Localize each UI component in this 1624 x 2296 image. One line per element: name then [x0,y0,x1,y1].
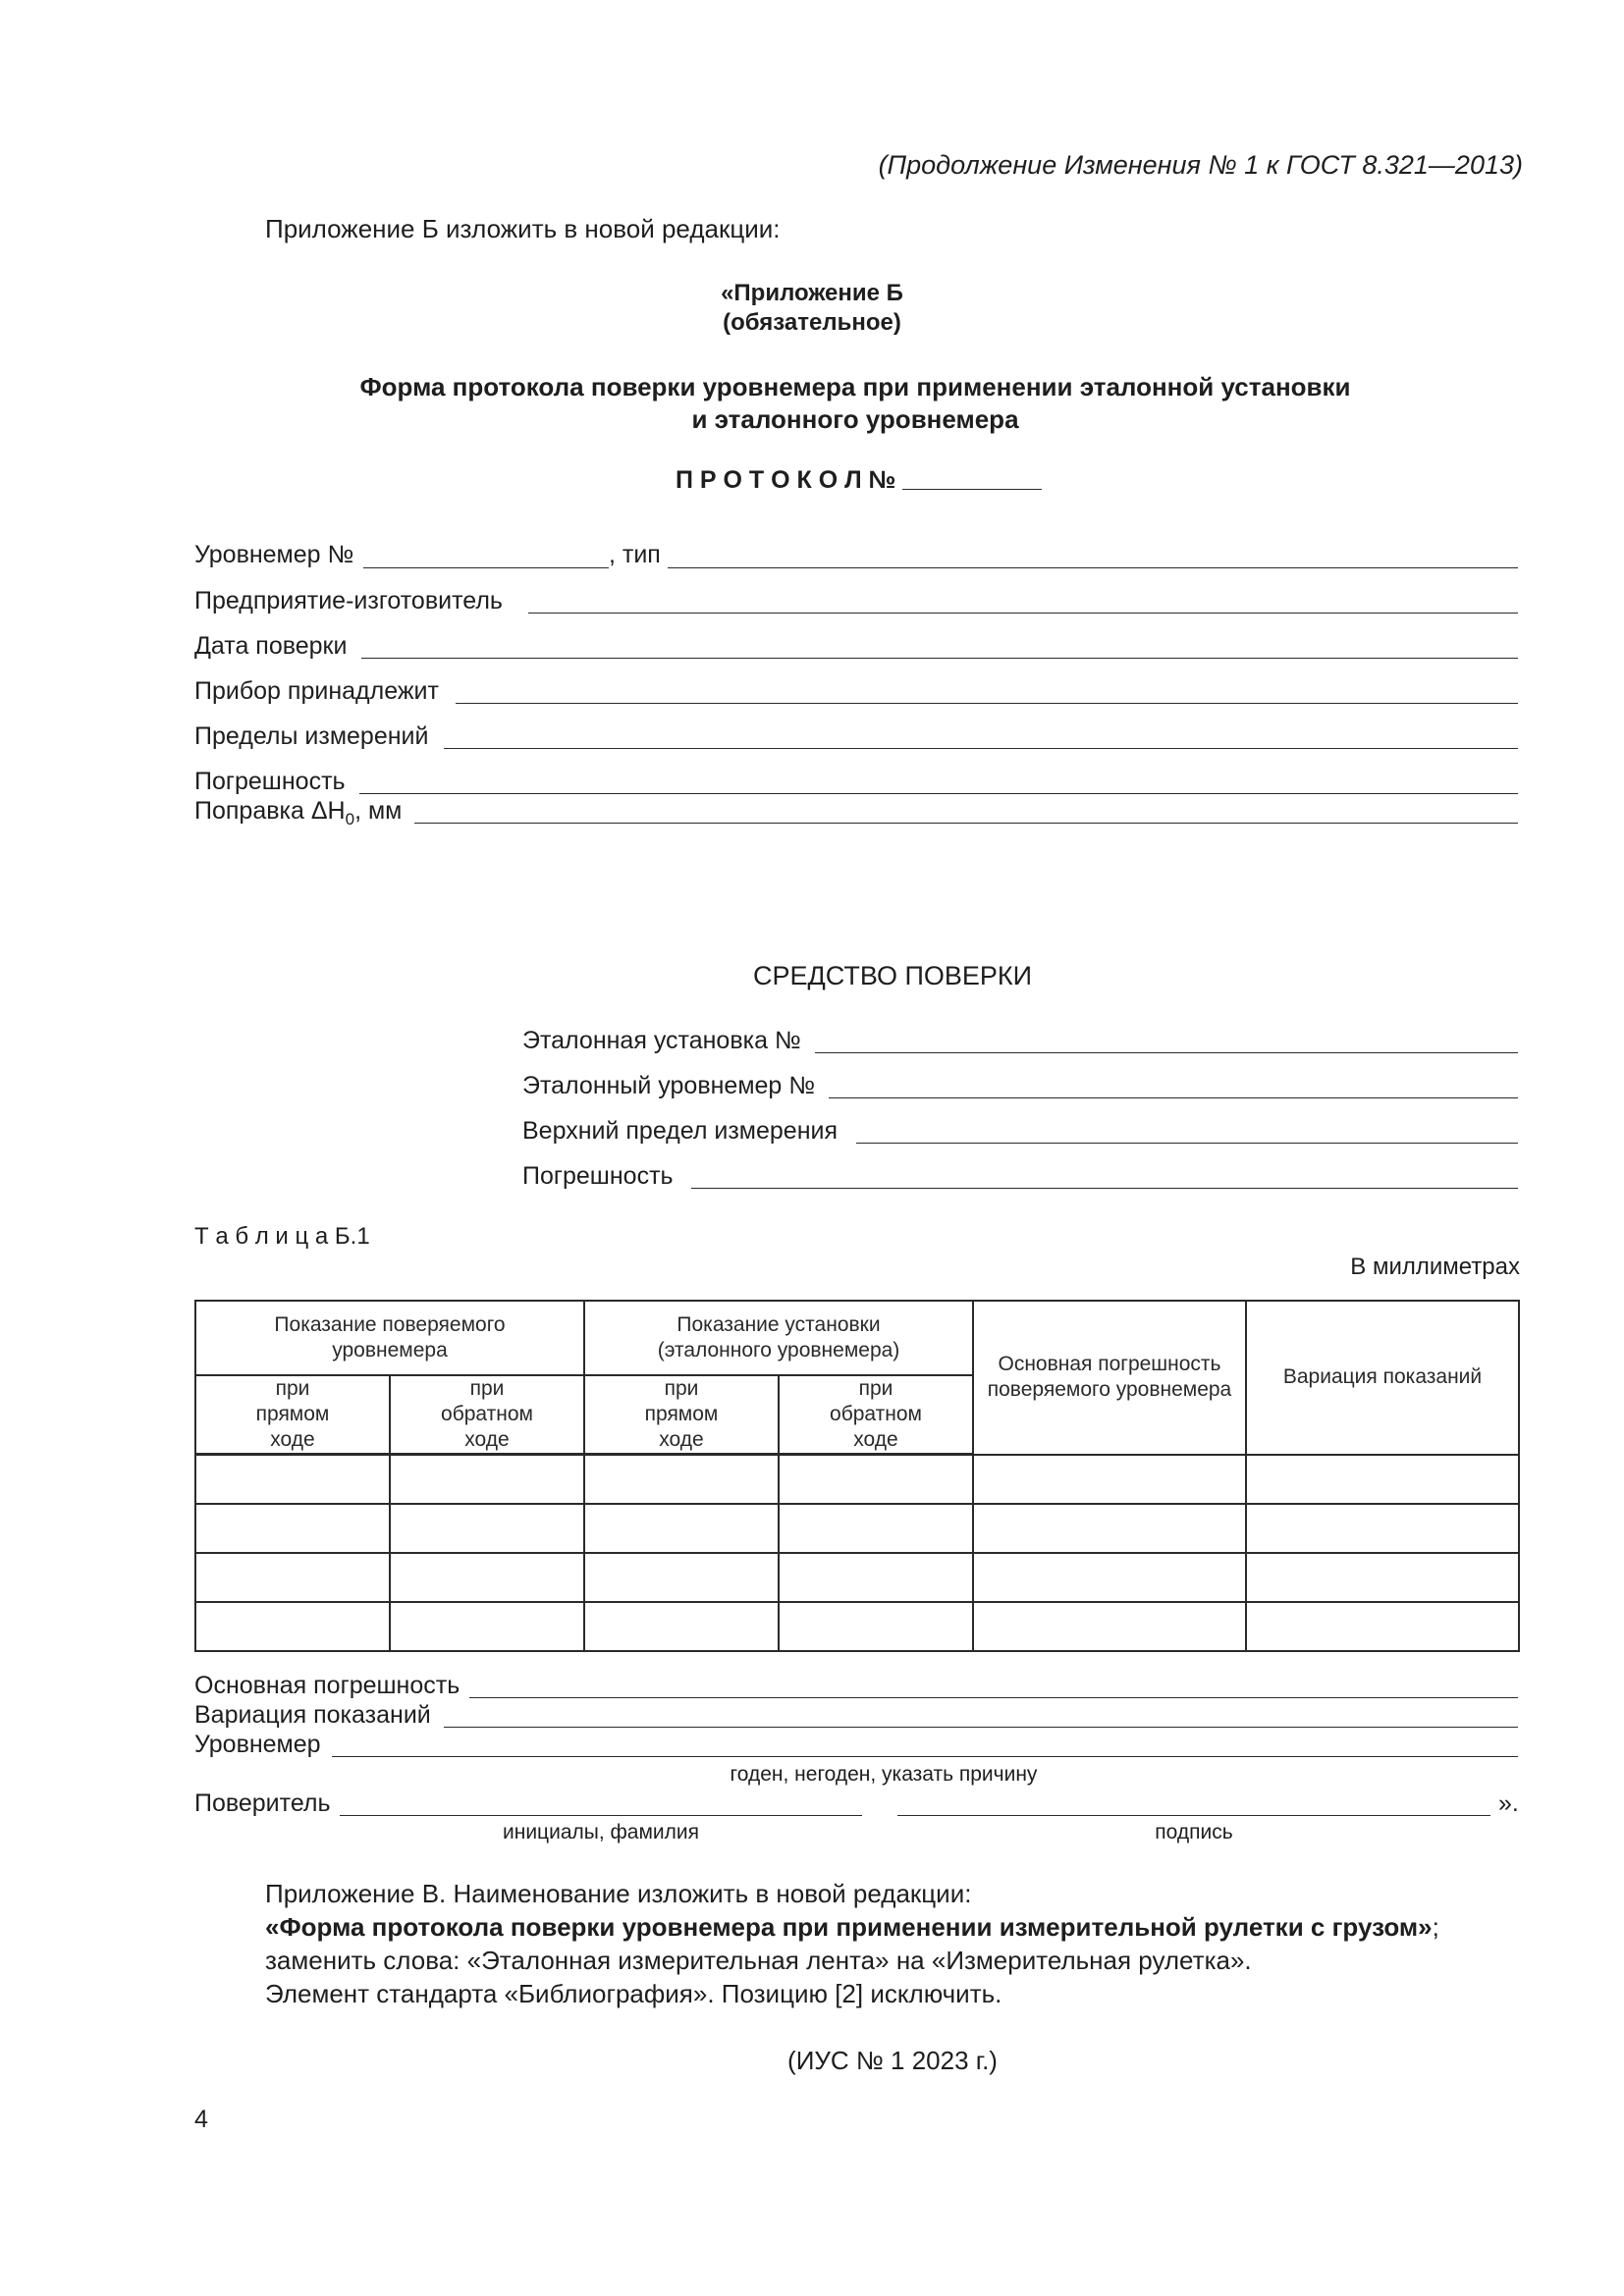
ius-reference: (ИУС № 1 2023 г.) [787,2046,998,2075]
form-title-line1: Форма протокола поверки уровнемера при применении эталонной установки [359,372,1351,401]
table-cell[interactable] [584,1553,779,1602]
correction-text: Поправка ΔH [194,797,346,825]
table-units: В миллиметрах [1350,1254,1520,1280]
table-cell[interactable] [779,1553,973,1602]
owner-label: Прибор принадлежит [194,677,439,705]
table-cell[interactable] [1246,1455,1519,1505]
verifier-initials-line[interactable] [340,1815,862,1816]
level-meter-verdict-label: Уровнемер [194,1731,321,1758]
variation-line[interactable] [444,1727,1518,1728]
manufacturer-label: Предприятие-изготовитель [194,587,503,614]
table-cell[interactable] [195,1504,390,1553]
table-b1 [194,1300,1520,1652]
table-cell[interactable] [584,1455,779,1505]
table-cell[interactable] [195,1602,390,1651]
subheader-backward: при обратном ходе [779,1375,973,1455]
reference-level-meter-label: Эталонный уровнемер № [522,1072,816,1099]
header-main-error: Основная погрешность поверяемого уровнемера [973,1301,1246,1455]
table-cell[interactable] [1246,1553,1519,1602]
continuation-note: (Продолжение Изменения № 1 к ГОСТ 8.321—2013) [878,150,1523,180]
footer-line3: заменить слова: «Эталонная измерительная лента» на «Измерительная рулетка». [265,1946,1252,1975]
subheader-forward: при прямом ходе [584,1375,779,1455]
table-cell[interactable] [973,1602,1246,1651]
header-variation: Вариация показаний [1246,1301,1519,1455]
table-label: Т а б л и ц а Б.1 [194,1223,370,1250]
table-row [195,1455,1519,1505]
form-title-line2: и эталонного уровнемера [691,404,1019,434]
correction-unit: , мм [354,797,403,825]
footer-line2 [265,1912,1439,1942]
table-cell[interactable] [973,1504,1246,1553]
header-reference-reading: Показание установки (эталонного уровнемера) [584,1301,973,1375]
appendix-status: (обязательное) [723,309,901,336]
verification-date-line[interactable] [361,658,1518,659]
upper-limit-line[interactable] [856,1143,1518,1144]
measurement-limits-line[interactable] [444,748,1518,749]
signature-hint: подпись [1155,1821,1233,1843]
means-heading: СРЕДСТВО ПОВЕРКИ [752,961,1033,990]
reference-installation-line[interactable] [815,1052,1518,1053]
variation-label: Вариация показаний [194,1701,431,1729]
table-cell[interactable] [973,1553,1246,1602]
footer-line2-bold: «Форма протокола поверки уровнемера при применении измерительной рулетки с грузом» [265,1912,1433,1942]
level-meter-hint: годен, негоден, указать причину [730,1763,1038,1786]
level-meter-verdict-line[interactable] [332,1756,1518,1757]
table-cell[interactable] [390,1504,584,1553]
type-label: , тип [609,541,661,568]
reference-installation-label: Эталонная установка № [522,1027,801,1054]
level-meter-no-label: Уровнемер № [194,541,354,568]
table-cell[interactable] [779,1602,973,1651]
means-error-line[interactable] [691,1188,1518,1189]
level-meter-no-line[interactable] [363,567,609,568]
initials-hint: инициалы, фамилия [503,1821,699,1843]
closing-quote: ». [1498,1789,1519,1817]
table-row [195,1553,1519,1602]
table-cell[interactable] [1246,1504,1519,1553]
intro-text: Приложение Б изложить в новой редакции: [265,214,781,243]
error-label: Погрешность [194,768,346,795]
verifier-label: Поверитель [194,1789,331,1817]
table-cell[interactable] [390,1553,584,1602]
table-cell[interactable] [1246,1602,1519,1651]
appendix-title: «Приложение Б [721,280,903,306]
manufacturer-line[interactable] [528,613,1518,614]
table-cell[interactable] [584,1504,779,1553]
table-cell[interactable] [195,1553,390,1602]
correction-line[interactable] [414,823,1518,824]
footer-line1: Приложение В. Наименование изложить в новой редакции: [265,1879,972,1908]
table-row [195,1504,1519,1553]
protocol-number-line[interactable] [902,489,1042,490]
measurement-limits-label: Пределы измерений [194,722,429,750]
correction-label [194,796,402,834]
upper-limit-label: Верхний предел измерения [522,1117,839,1145]
header-verified-reading: Показание поверяемого уровнемера [195,1301,584,1375]
subheader-forward: при прямом ходе [195,1375,390,1455]
table-row [195,1602,1519,1651]
reference-level-meter-line[interactable] [829,1097,1518,1098]
type-line[interactable] [668,567,1518,568]
table-cell[interactable] [779,1504,973,1553]
verification-date-label: Дата поверки [194,632,348,660]
footer-line4: Элемент стандарта «Библиография». Позицию [2] исключить. [265,1979,1002,2008]
table-cell[interactable] [973,1455,1246,1505]
error-line[interactable] [359,793,1518,794]
table-cell[interactable] [779,1455,973,1505]
table-cell[interactable] [390,1455,584,1505]
owner-line[interactable] [456,703,1518,704]
correction-subscript: 0 [345,810,355,828]
main-error-line[interactable] [469,1697,1518,1698]
subheader-backward: при обратном ходе [390,1375,584,1455]
protocol-label: П Р О Т О К О Л № [676,466,896,494]
main-error-label: Основная погрешность [194,1672,460,1699]
verifier-signature-line[interactable] [897,1815,1490,1816]
table-cell[interactable] [195,1455,390,1505]
footer-line2-tail: ; [1432,1912,1439,1942]
table-cell[interactable] [584,1602,779,1651]
page-number: 4 [194,2106,208,2133]
means-error-label: Погрешность [522,1162,674,1190]
table-cell[interactable] [390,1602,584,1651]
